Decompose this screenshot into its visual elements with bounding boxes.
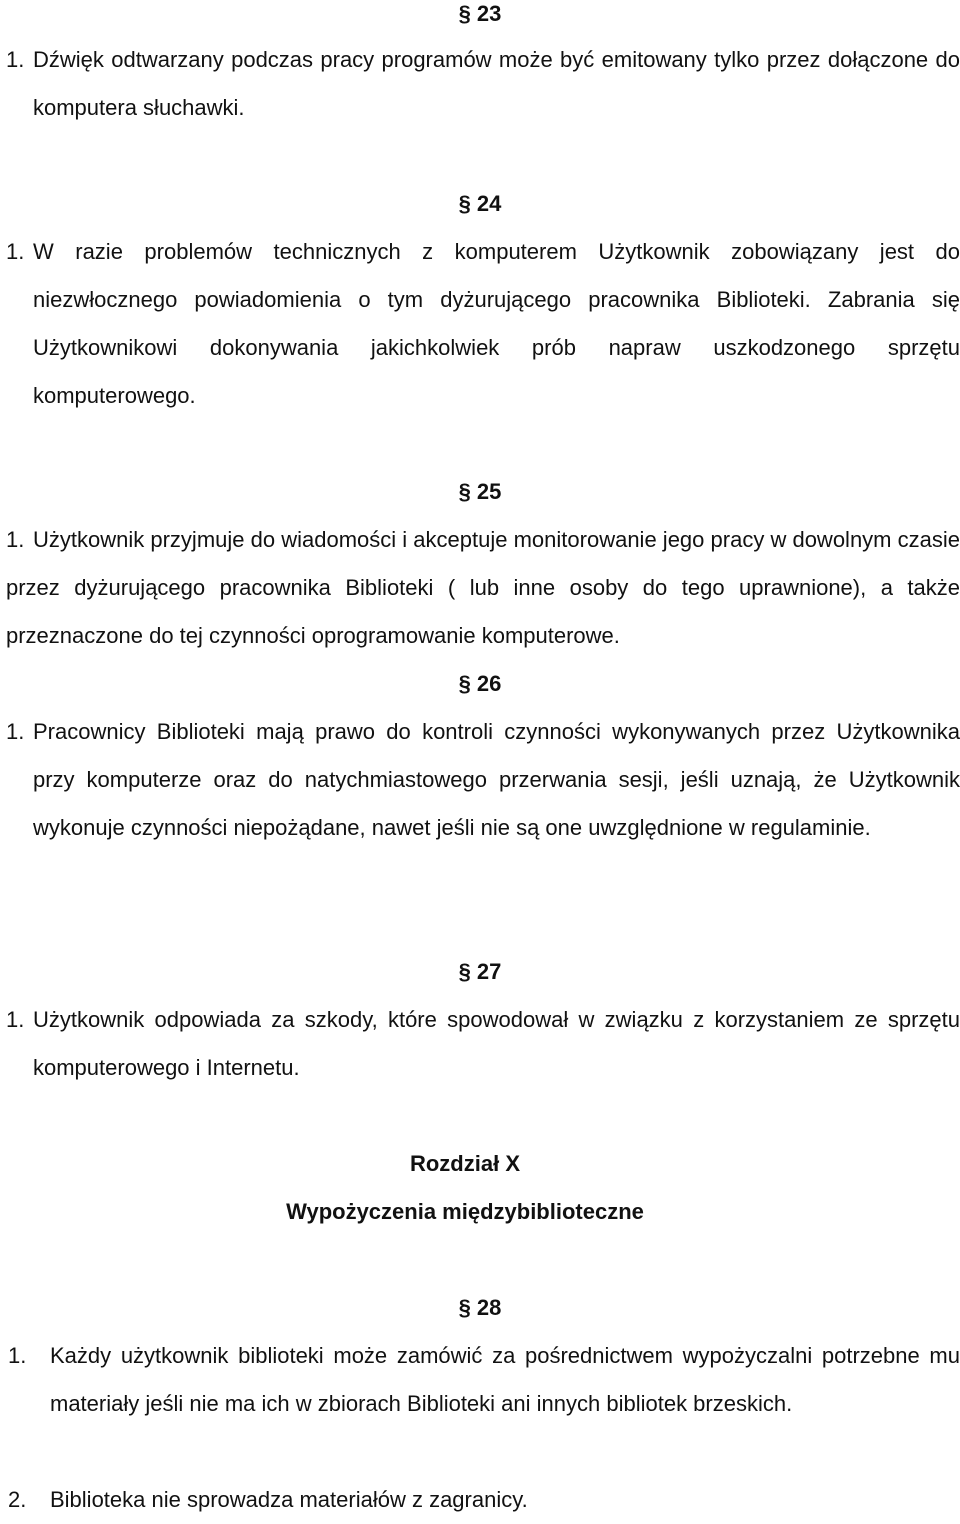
- paragraph-text: W razie problemów technicznych z komputerem Użytkownik zobowiązany jest do niezwłocznego powiadomienia o tym dyżurującego pracownika Biblioteki. Zabrania się Użytkownikowi dokonywania jakichkolwiek prób napraw uszkodzonego sprzętu komputerowego.: [33, 239, 960, 408]
- paragraph-27-1: [0, 996, 960, 1092]
- paragraph-25-1: [0, 516, 960, 660]
- chapter-title: Wypożyczenia międzybiblioteczne: [286, 1199, 644, 1224]
- section-heading-24: § 24: [458, 191, 502, 216]
- paragraph-number: 1.: [8, 1343, 27, 1368]
- paragraph-23-1: [0, 36, 960, 132]
- chapter-number: Rozdział X: [409, 1151, 520, 1176]
- section-heading-25: § 25: [458, 479, 502, 504]
- section-heading-27: § 27: [458, 959, 502, 984]
- paragraph-text: Użytkownik odpowiada za szkody, które spowodował w związku z korzystaniem ze sprzętu komputerowego i Internetu.: [33, 1007, 960, 1080]
- paragraph-28-2: [0, 1476, 960, 1524]
- paragraph-number: 1.: [6, 719, 25, 744]
- paragraph-number: 1.: [6, 239, 25, 264]
- paragraph-24-1: [0, 228, 960, 420]
- paragraph-text: Pracownicy Biblioteki mają prawo do kontroli czynności wykonywanych przez Użytkownika przy komputerze oraz do natychmiastowego przerwania sesji, jeśli uznają, że Użytkownik wykonuje czynności niepożądane, nawet jeśli nie są one uwzględnione w regulaminie.: [33, 719, 960, 840]
- paragraph-text: Dźwięk odtwarzany podczas pracy programów może być emitowany tylko przez dołączone do komputera słuchawki.: [33, 47, 960, 120]
- paragraph-number: 2.: [8, 1487, 27, 1512]
- paragraph-number: 1.: [6, 1007, 25, 1032]
- paragraph-text: Biblioteka nie sprowadza materiałów z zagranicy.: [50, 1487, 528, 1512]
- paragraph-26-1: [0, 708, 960, 900]
- section-heading-28: § 28: [458, 1295, 502, 1320]
- paragraph-text: Użytkownik przyjmuje do wiadomości i akceptuje monitorowanie jego pracy w dowolnym czasie przez dyżurującego pracownika Biblioteki ( lub inne osoby do tego uprawnione), a także przeznaczone do tej czynności oprogramowanie komputerowe.: [6, 527, 960, 648]
- section-heading-26: § 26: [458, 671, 502, 696]
- section-heading-23: § 23: [458, 1, 502, 26]
- paragraph-28-1: [0, 1332, 960, 1476]
- paragraph-text: Każdy użytkownik biblioteki może zamówić za pośrednictwem wypożyczalni potrzebne mu materiały jeśli nie ma ich w zbiorach Biblioteki ani innych bibliotek brzeskich.: [50, 1343, 960, 1416]
- paragraph-number: 1.: [6, 527, 25, 552]
- paragraph-number: 1.: [6, 47, 25, 72]
